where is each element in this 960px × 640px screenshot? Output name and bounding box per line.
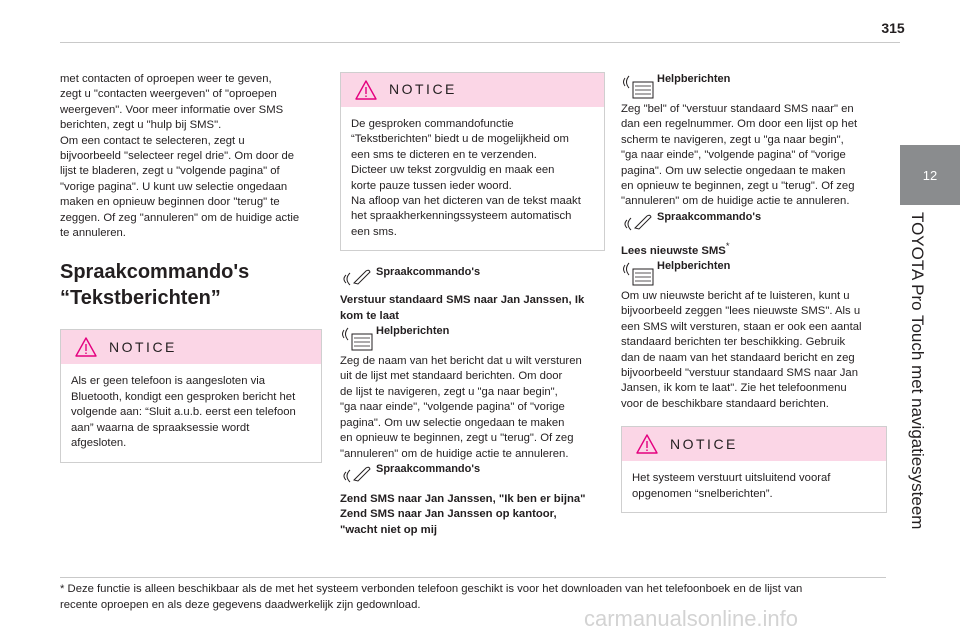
help-row (621, 72, 887, 102)
voice-command-label: Spraakcommando's (657, 210, 762, 223)
help-row (340, 324, 605, 354)
voice-command-row (340, 462, 605, 484)
voice-command-row (621, 210, 887, 232)
help-text: Zeg de naam van het bericht dat u wilt versturen uit de lijst met standaard berichten. Om door de lijst te navigeren, zegt u "ga naar begin", "ga naar einde", "volgende pagina" of "vorige pagina". Om uw selectie ongedaan te maken en opnieuw te beginnen, zegt u "terug". Of zeg "annuleren" om de huidige actie te annuleren. (340, 355, 582, 460)
page-number: 315 (881, 20, 905, 36)
notice-text: De gesproken commandofunctie “Tekstberichten” biedt u de mogelijkheid om een sms te dicteren en te verzenden. Dicteer uw tekst zorgvuldig en maak een korte pauze tussen ieder woord. Na afloop van het dicteren van de tekst maakt het spraakherkenningssysteem automatisch een sms. (351, 118, 581, 238)
help-label: Helpberichten (376, 325, 450, 338)
notice-title: NOTICE (109, 338, 177, 355)
notice-title: NOTICE (670, 435, 738, 452)
help-text: Om uw nieuwste bericht af te luisteren, kunt u bijvoorbeeld zeggen "lees nieuwste SMS". Als u een SMS wilt versturen, staan er ook een aantal standaard berichten ter beschikking. Gebruik dan de naam van het standaard bericht en zeg bijvoorbeeld "verstuur standaard SMS naar Jan Jansen, ik kom te laat". Zie het telefoonmenu voor de beschikbare standaard berichten. (621, 290, 862, 410)
chapter-title: TOYOTA Pro Touch met navigatiesysteem (908, 212, 927, 530)
help-label: Helpberichten (657, 260, 731, 273)
footnote-marker: * (725, 239, 730, 251)
help-row (621, 259, 887, 289)
section-heading: Spraakcommando's “Tekstberichten” (60, 261, 250, 310)
warning-triangle-icon (355, 80, 377, 100)
notice-header (341, 73, 604, 107)
voice-command-text: Zend SMS naar Jan Janssen, "Ik ben er bijna" Zend SMS naar Jan Janssen op kantoor, "wacht niet op mij (340, 492, 586, 536)
voice-command-row (340, 265, 605, 287)
warning-triangle-icon (75, 337, 97, 357)
voice-command-icon (340, 462, 376, 484)
voice-command-icon (340, 265, 376, 287)
notice-box (60, 329, 322, 462)
notice-text: Het systeem verstuurt uitsluitend vooraf opgenomen “snelberichten”. (632, 472, 831, 500)
voice-command-text: Lees nieuwste SMS (621, 244, 726, 257)
column-3 (621, 72, 887, 513)
intro-paragraph: met contacten of oproepen weer te geven, zegt u "contacten weergeven" of "oproepen weergeven". Voor meer informatie over SMS berichten, zegt u "hulp bij SMS". Om een contact te selecteren, zegt u bijvoorbeeld "selecteer regel drie". Om door de lijst te bladeren, zegt u "volgende pagina" of "vorige pagina". U kunt uw selectie ongedaan maken en opnieuw beginnen door "terug" te zeggen. Of zeg "annuleren" om de huidige actie te annuleren. (60, 73, 300, 240)
help-screen-icon (340, 324, 376, 354)
watermark: carmanualsonline.info (584, 606, 799, 631)
notice-title: NOTICE (389, 81, 457, 98)
voice-command-icon (621, 210, 657, 232)
help-text: Zeg "bel" of "verstuur standaard SMS naar" en dan een regelnummer. Om door een lijst op het scherm te navigeren, zegt u "ga naar begin", "ga naar einde", "volgende pagina" of "vorige pagina". Om uw selectie ongedaan te maken en opnieuw te beginnen, zegt u "terug". Of zeg "annuleren" om de huidige actie te annuleren. (621, 103, 858, 208)
notice-text: Als er geen telefoon is aangesloten via Bluetooth, kondigt een gesproken bericht het volgende aan: “Sluit a.u.b. eerst een telefoon aan” waarna de spraaksessie wordt afgesloten. (71, 375, 296, 450)
voice-command-line (621, 238, 887, 259)
notice-header (622, 427, 886, 461)
voice-command-label: Spraakcommando's (376, 462, 481, 475)
notice-header (61, 330, 321, 364)
footer-rule (60, 577, 886, 578)
help-screen-icon (621, 72, 657, 102)
voice-command-text: Verstuur standaard SMS naar Jan Janssen, Ik kom te laat (340, 294, 585, 322)
notice-box (340, 72, 605, 251)
help-screen-icon (621, 259, 657, 289)
column-1 (60, 72, 322, 463)
warning-triangle-icon (636, 434, 658, 454)
column-2 (340, 72, 605, 538)
chapter-tab: 12 (900, 145, 960, 205)
help-label: Helpberichten (657, 73, 731, 85)
footnote: * Deze functie is alleen beschikbaar als de met het systeem verbonden telefoon geschikt is voor het downloaden van het telefoonboek en de lijst van recente oproepen en als deze gegevens daadwerkelijk zijn gedownload. (60, 583, 803, 611)
voice-command-label: Spraakcommando's (376, 266, 481, 279)
notice-box (621, 426, 887, 513)
header-rule (60, 42, 900, 43)
